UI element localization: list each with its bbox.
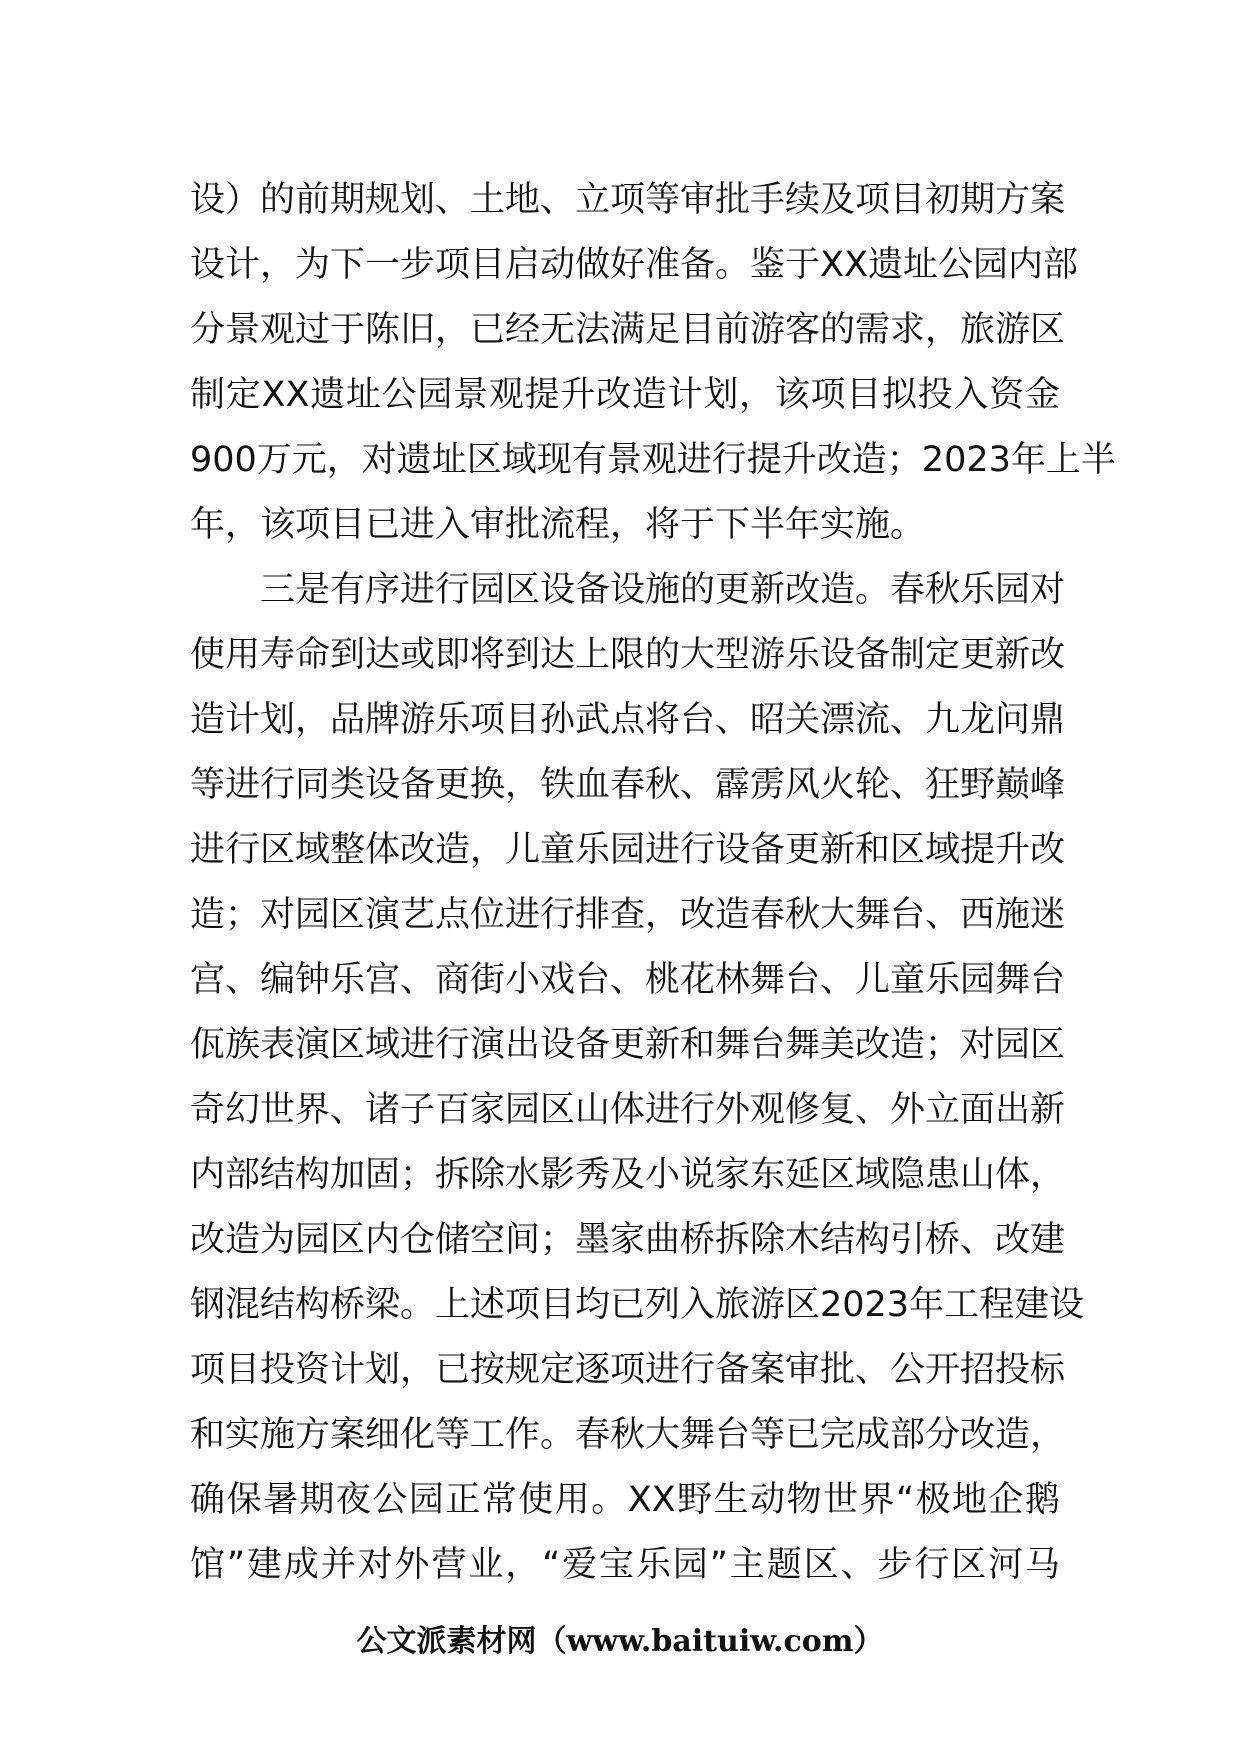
text-line: 等进行同类设备更换，铁血春秋、霹雳风火轮、狂野巅峰 bbox=[190, 765, 1066, 805]
text-line: 制定XX遗址公园景观提升改造计划，该项目拟投入资金 bbox=[190, 375, 1060, 415]
text-line: 进行区域整体改造，儿童乐园进行设备更新和区域提升改 bbox=[190, 830, 1066, 870]
text-line: 钢混结构桥梁。上述项目均已列入旅游区2023年工程建设 bbox=[190, 1285, 1085, 1325]
text-line: 分景观过于陈旧，已经无法满足目前游客的需求，旅游区 bbox=[190, 310, 1066, 350]
footer-watermark: 公文派素材网（www.baituiw.com） bbox=[356, 1624, 884, 1659]
text-line: 宫、编钟乐宫、商街小戏台、桃花林舞台、儿童乐园舞台 bbox=[190, 960, 1066, 1000]
text-line: 设）的前期规划、土地、立项等审批手续及项目初期方案 bbox=[190, 180, 1066, 220]
text-line: 项目投资计划，已按规定逐项进行备案审批、公开招投标 bbox=[190, 1350, 1066, 1390]
text-line: 和实施方案细化等工作。春秋大舞台等已完成部分改造， bbox=[190, 1415, 1066, 1455]
text-line: 奇幻世界、诸子百家园区山体进行外观修复、外立面出新 bbox=[190, 1090, 1066, 1130]
text-line: 年，该项目已进入审批流程，将于下半年实施。 bbox=[190, 505, 926, 545]
text-line: 内部结构加固；拆除水影秀及小说家东延区域隐患山体， bbox=[190, 1155, 1066, 1195]
text-line: 造；对园区演艺点位进行排查，改造春秋大舞台、西施迷 bbox=[190, 895, 1066, 935]
text-line: 馆”建成并对外营业，“爱宝乐园”主题区、步行区河马 bbox=[190, 1545, 1060, 1585]
text-line: 使用寿命到达或即将到达上限的大型游乐设备制定更新改 bbox=[190, 635, 1066, 675]
text-line: 900万元，对遗址区域现有景观进行提升改造；2023年上半 bbox=[190, 440, 1116, 480]
text-line: 确保暑期夜公园正常使用。XX野生动物世界“极地企鹅 bbox=[190, 1480, 1060, 1520]
text-line: 三是有序进行园区设备设施的更新改造。春秋乐园对 bbox=[190, 570, 1066, 610]
body-text bbox=[190, 168, 1116, 1598]
text-line: 改造为园区内仓储空间；墨家曲桥拆除木结构引桥、改建 bbox=[190, 1220, 1066, 1260]
text-line: 造计划，品牌游乐项目孙武点将台、昭关漂流、九龙问鼎 bbox=[190, 700, 1066, 740]
text-line: 设计，为下一步项目启动做好准备。鉴于XX遗址公园内部 bbox=[190, 245, 1078, 285]
text-line: 佤族表演区域进行演出设备更新和舞台舞美改造；对园区 bbox=[190, 1025, 1066, 1065]
